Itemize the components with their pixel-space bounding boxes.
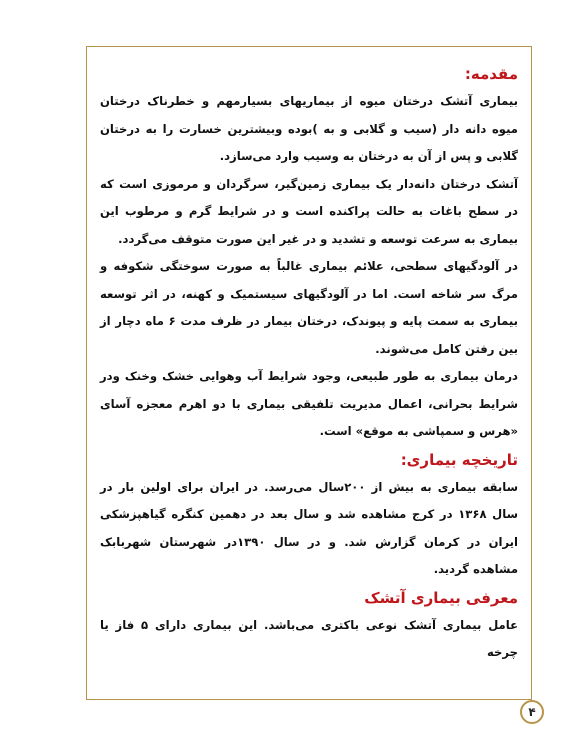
- page-number-badge: [520, 700, 544, 724]
- paragraph-history-1: سابقه بیماری به بیش از ۲۰۰سال می‌رسد. در ایران برای اولین بار در سال ۱۳۶۸ در کرج مشاهده شد و سال بعد در دهمین کنگره گیاهپزشکی ایران در کرمان گزارش شد. و در سال ۱۳۹۰در شهرستان شهربابک مشاهده گردید.: [100, 479, 519, 576]
- heading-disease-intro: معرفی بیماری آتشک: [364, 588, 518, 607]
- heading-history: تاریخچه بیماری:: [400, 450, 518, 469]
- paragraph-intro-4: درمان بیماری به طور طبیعی، وجود شرایط آب وهوایی خشک وخنک ودر شرایط بحرانی، اعمال مدیریت تلفیقی بیماری با دو اهرم معجزه آسای «هرس و سمپاشی به موقع» است.: [100, 369, 518, 438]
- paragraph-disease-intro-1: عامل بیماری آتشک نوعی باکتری می‌باشد. این بیماری دارای ۵ فاز یا چرخه: [100, 617, 519, 659]
- heading-intro: مقدمه:: [464, 65, 518, 83]
- paragraph-intro-1: بیماری آتشک درختان میوه از بیماریهای بسیارمهم و خطرناک درختان میوه دانه دار (سیب و گلابی و به )بوده وبیشترین خسارت را به درختان گلابی و پس از آن به درختان به وسیب وارد می‌سازد.: [100, 94, 518, 163]
- paragraph-intro-2: آتشک درختان دانه‌دار یک بیماری زمین‌گیر، سرگردان و مرموزی است که در سطح باغات به حالت پراکنده است و در شرایط گرم و مرطوب این بیماری به سرعت توسعه و تشدید و در غیر این صورت متوقف می‌گردد.: [100, 176, 518, 246]
- paragraph-intro-3: در آلودگیهای سطحی، علائم بیماری غالباً به صورت سوختگی شکوفه و مرگ سر شاخه است. اما در آلودگیهای سیستمیک و کهنه، در اثر توسعه بیماری به سمت پایه و پیوندک، درختان بیمار در ظرف مدت ۶ ماه دچار از بین رفتن کامل می‌شوند.: [100, 259, 518, 356]
- page-number: ۴: [528, 705, 536, 719]
- document-body: [100, 60, 518, 667]
